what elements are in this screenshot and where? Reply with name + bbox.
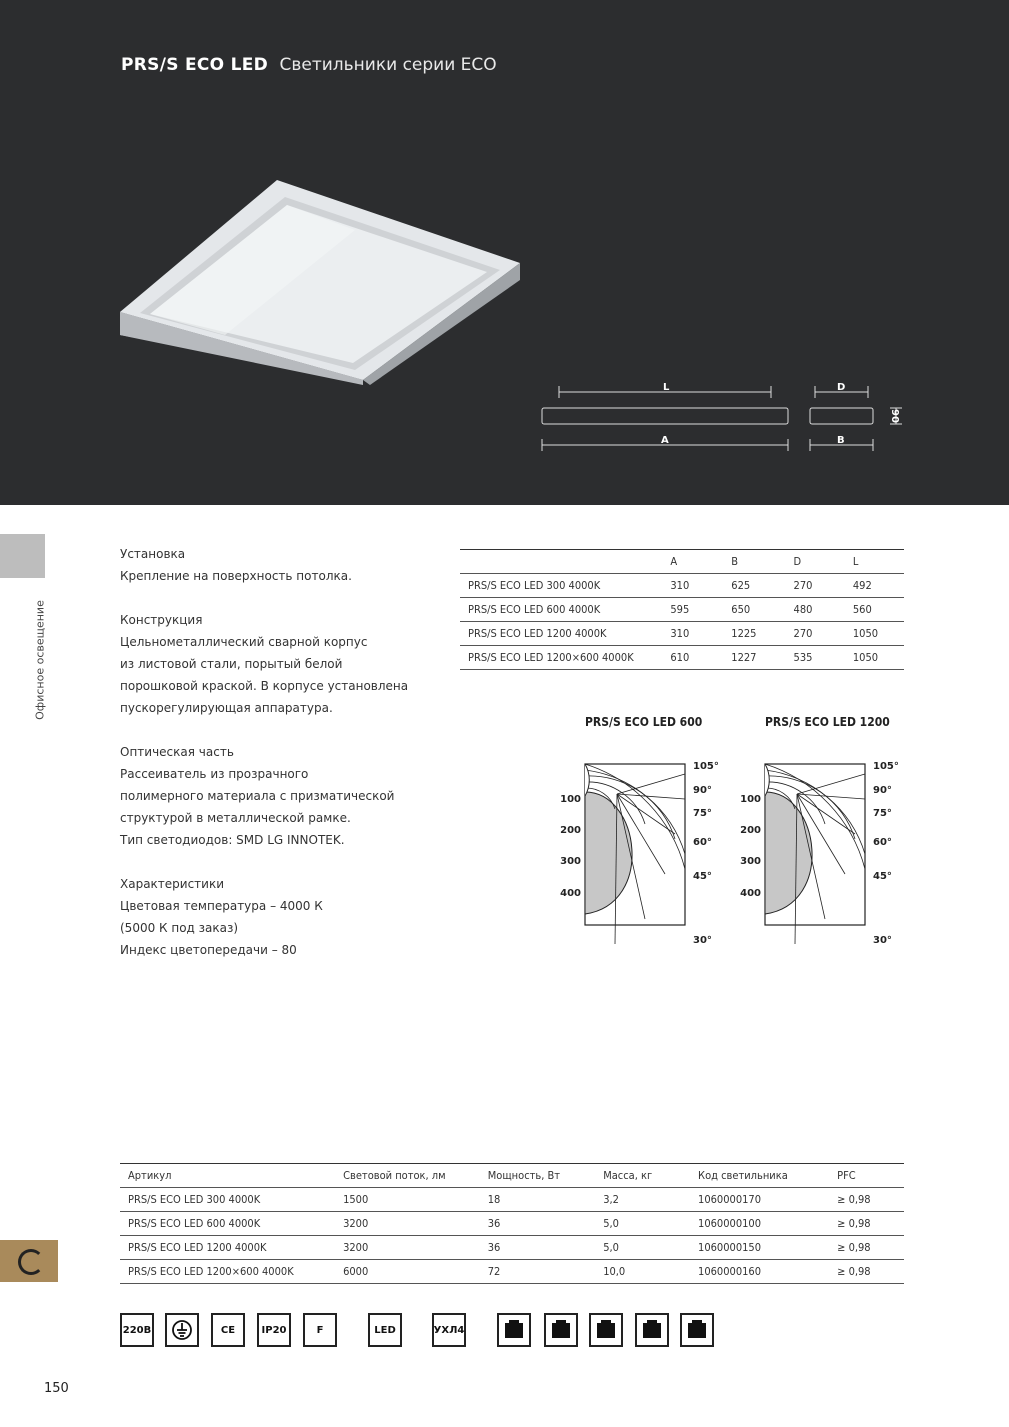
table-cell: 5,0 [595, 1236, 690, 1260]
column-header: B [723, 550, 785, 574]
icon-label: CE [220, 1324, 236, 1336]
description-heading: Оптическая часть [120, 745, 234, 759]
table-cell: ≥ 0,98 [829, 1212, 904, 1236]
diagram-angle-label: 45° [873, 871, 892, 882]
icon-label: 220В [122, 1324, 152, 1336]
table-cell: 560 [845, 598, 904, 622]
description-heading: Установка [120, 547, 186, 561]
diagram-angle-label: 60° [693, 837, 712, 848]
description-heading: Конструкция [120, 613, 203, 627]
table-cell: 1500 [335, 1188, 480, 1212]
table-cell: 595 [662, 598, 723, 622]
description-line: пускорегулирующая аппаратура. [120, 701, 333, 715]
table-cell: 492 [845, 574, 904, 598]
diagram-angle-label: 60° [873, 837, 892, 848]
description-line: Рассеиватель из прозрачного [120, 767, 309, 781]
description-section [120, 543, 440, 587]
column-header: Код светильника [690, 1164, 829, 1188]
diagram-angle-label: 45° [693, 871, 712, 882]
ce-mark-icon [211, 1313, 245, 1347]
diagram-title: PRS/S ECO LED 600 [585, 715, 703, 729]
diagram-angle-label: 75° [693, 808, 712, 819]
icon-label: УХЛ4 [433, 1324, 465, 1336]
table-cell: 1225 [723, 622, 785, 646]
table-cell: 1060000170 [690, 1188, 829, 1212]
product-image [115, 175, 525, 385]
diagram-angle-label: 90° [693, 785, 712, 796]
led-plug-icon [368, 1313, 402, 1347]
polar-diagram [560, 715, 730, 946]
description-line: Индекс цветопередачи – 80 [120, 943, 297, 957]
table-cell: 6000 [335, 1260, 480, 1284]
column-header [460, 550, 662, 574]
table-cell: 36 [480, 1236, 595, 1260]
description-line: структурой в металлической рамке. [120, 811, 351, 825]
table-cell: 1227 [723, 646, 785, 670]
table-cell: 1060000150 [690, 1236, 829, 1260]
description-line: порошковой краской. В корпусе установлена [120, 679, 409, 693]
climate-uhl4-icon [432, 1313, 466, 1347]
diagram-scale-label: 300 [740, 856, 761, 867]
table-cell: 3,2 [595, 1188, 690, 1212]
table-cell: PRS/S ECO LED 1200 4000K [120, 1236, 335, 1260]
polar-diagram [740, 715, 910, 946]
table-row [120, 1236, 904, 1260]
diagram-scale-label: 100 [740, 794, 761, 805]
specifications-table-body [120, 1188, 904, 1284]
table-cell: 18 [480, 1188, 595, 1212]
table-row [120, 1212, 904, 1236]
table-row [460, 598, 904, 622]
table-row [120, 1188, 904, 1212]
column-header: PFC [829, 1164, 904, 1188]
diagram-scale-label: 400 [560, 888, 581, 899]
diagram-title: PRS/S ECO LED 1200 [765, 715, 890, 729]
diagram-angle-label: 90° [873, 785, 892, 796]
table-cell: PRS/S ECO LED 1200 4000K [460, 622, 662, 646]
hero-banner [0, 0, 1009, 505]
table-cell: 270 [786, 574, 845, 598]
diagram-angle-label: 30° [693, 935, 712, 946]
column-header: Масса, кг [595, 1164, 690, 1188]
polar-diagram-chart [740, 729, 910, 946]
description-line: из листовой стали, порытый белой [120, 657, 343, 671]
page-title [121, 55, 497, 75]
description-line: Цельнометаллический сварной корпус [120, 635, 368, 649]
section-side-label: Офисное освещение [33, 600, 47, 720]
column-header: A [662, 550, 723, 574]
description-line: Тип светодиодов: SMD LG INNOTEK. [120, 833, 345, 847]
table-row [460, 646, 904, 670]
f-mark-icon [303, 1313, 337, 1347]
column-header: D [786, 550, 845, 574]
table-cell: 310 [662, 622, 723, 646]
diagram-angle-label: 30° [873, 935, 892, 946]
table-cell: PRS/S ECO LED 300 4000K [120, 1188, 335, 1212]
diagram-scale-label: 400 [740, 888, 761, 899]
table-cell: 10,0 [595, 1260, 690, 1284]
description-line: Крепление на поверхность потолка. [120, 569, 352, 583]
table-row [460, 574, 904, 598]
diagram-scale-label: 200 [560, 825, 581, 836]
dim-label-l: L [663, 382, 670, 393]
page-number: 150 [44, 1381, 69, 1396]
description-section [120, 873, 440, 961]
table-cell: 535 [786, 646, 845, 670]
description-line: Цветовая температура – 4000 К [120, 899, 323, 913]
table-cell: 310 [662, 574, 723, 598]
table-cell: PRS/S ECO LED 600 4000K [120, 1212, 335, 1236]
series-subtitle: Светильники серии ECO [279, 55, 497, 75]
table-cell: 3200 [335, 1236, 480, 1260]
dim-label-height: 90 [889, 409, 900, 423]
dimensions-table [460, 549, 904, 670]
table-cell: 36 [480, 1212, 595, 1236]
table-cell: 1050 [845, 622, 904, 646]
section-tab [0, 534, 45, 578]
diagram-angle-label: 75° [873, 808, 892, 819]
table-cell: 1050 [845, 646, 904, 670]
column-header: Мощность, Вт [480, 1164, 595, 1188]
table-cell: PRS/S ECO LED 600 4000K [460, 598, 662, 622]
voltage-220v-icon [120, 1313, 154, 1347]
table-row [460, 622, 904, 646]
dimension-drawing [535, 378, 915, 458]
refresh-badge [0, 1240, 58, 1282]
table-cell: PRS/S ECO LED 1200×600 4000K [460, 646, 662, 670]
clothing-store-icon [589, 1313, 623, 1347]
office-pen-icon [544, 1313, 578, 1347]
product-description [120, 543, 440, 983]
ip20-icon [257, 1313, 291, 1347]
description-line: (5000 К под заказ) [120, 921, 239, 935]
table-cell: 270 [786, 622, 845, 646]
table-cell: PRS/S ECO LED 1200×600 4000K [120, 1260, 335, 1284]
grounding-icon [165, 1313, 199, 1347]
table-cell: 480 [786, 598, 845, 622]
description-heading: Характеристики [120, 877, 225, 891]
specifications-table-header [120, 1164, 904, 1188]
table-cell: 1060000160 [690, 1260, 829, 1284]
dim-label-b: B [837, 435, 845, 446]
column-header: Артикул [120, 1164, 335, 1188]
description-section [120, 741, 440, 851]
dimensions-table-header [460, 550, 904, 574]
diagram-scale-label: 100 [560, 794, 581, 805]
model-name: PRS/S ECO LED [121, 55, 269, 75]
dim-label-d: D [837, 382, 846, 393]
polar-diagram-chart [560, 729, 730, 946]
retail-cart-icon [497, 1313, 531, 1347]
description-section [120, 609, 440, 719]
refresh-icon [18, 1249, 44, 1275]
description-line: полимерного материала с призматической [120, 789, 395, 803]
column-header: Световой поток, лм [335, 1164, 480, 1188]
dim-label-a: A [661, 435, 669, 446]
table-cell: 72 [480, 1260, 595, 1284]
icon-label: F [316, 1324, 324, 1336]
specifications-table [120, 1163, 904, 1284]
dimensions-table-body [460, 574, 904, 670]
warehouse-icon [635, 1313, 669, 1347]
column-header: L [845, 550, 904, 574]
table-cell: 3200 [335, 1212, 480, 1236]
diagram-angle-label: 105° [873, 761, 899, 772]
table-cell: ≥ 0,98 [829, 1188, 904, 1212]
table-cell: 625 [723, 574, 785, 598]
table-cell: 5,0 [595, 1212, 690, 1236]
table-cell: ≥ 0,98 [829, 1236, 904, 1260]
certification-icons [120, 1313, 720, 1353]
diagram-scale-label: 300 [560, 856, 581, 867]
table-cell: 650 [723, 598, 785, 622]
icon-label: LED [374, 1324, 396, 1336]
table-cell: ≥ 0,98 [829, 1260, 904, 1284]
industrial-icon [680, 1313, 714, 1347]
table-cell: 610 [662, 646, 723, 670]
table-cell: PRS/S ECO LED 300 4000K [460, 574, 662, 598]
table-cell: 1060000100 [690, 1212, 829, 1236]
diagram-scale-label: 200 [740, 825, 761, 836]
diagram-angle-label: 105° [693, 761, 719, 772]
table-row [120, 1260, 904, 1284]
icon-label: IP20 [261, 1324, 287, 1336]
